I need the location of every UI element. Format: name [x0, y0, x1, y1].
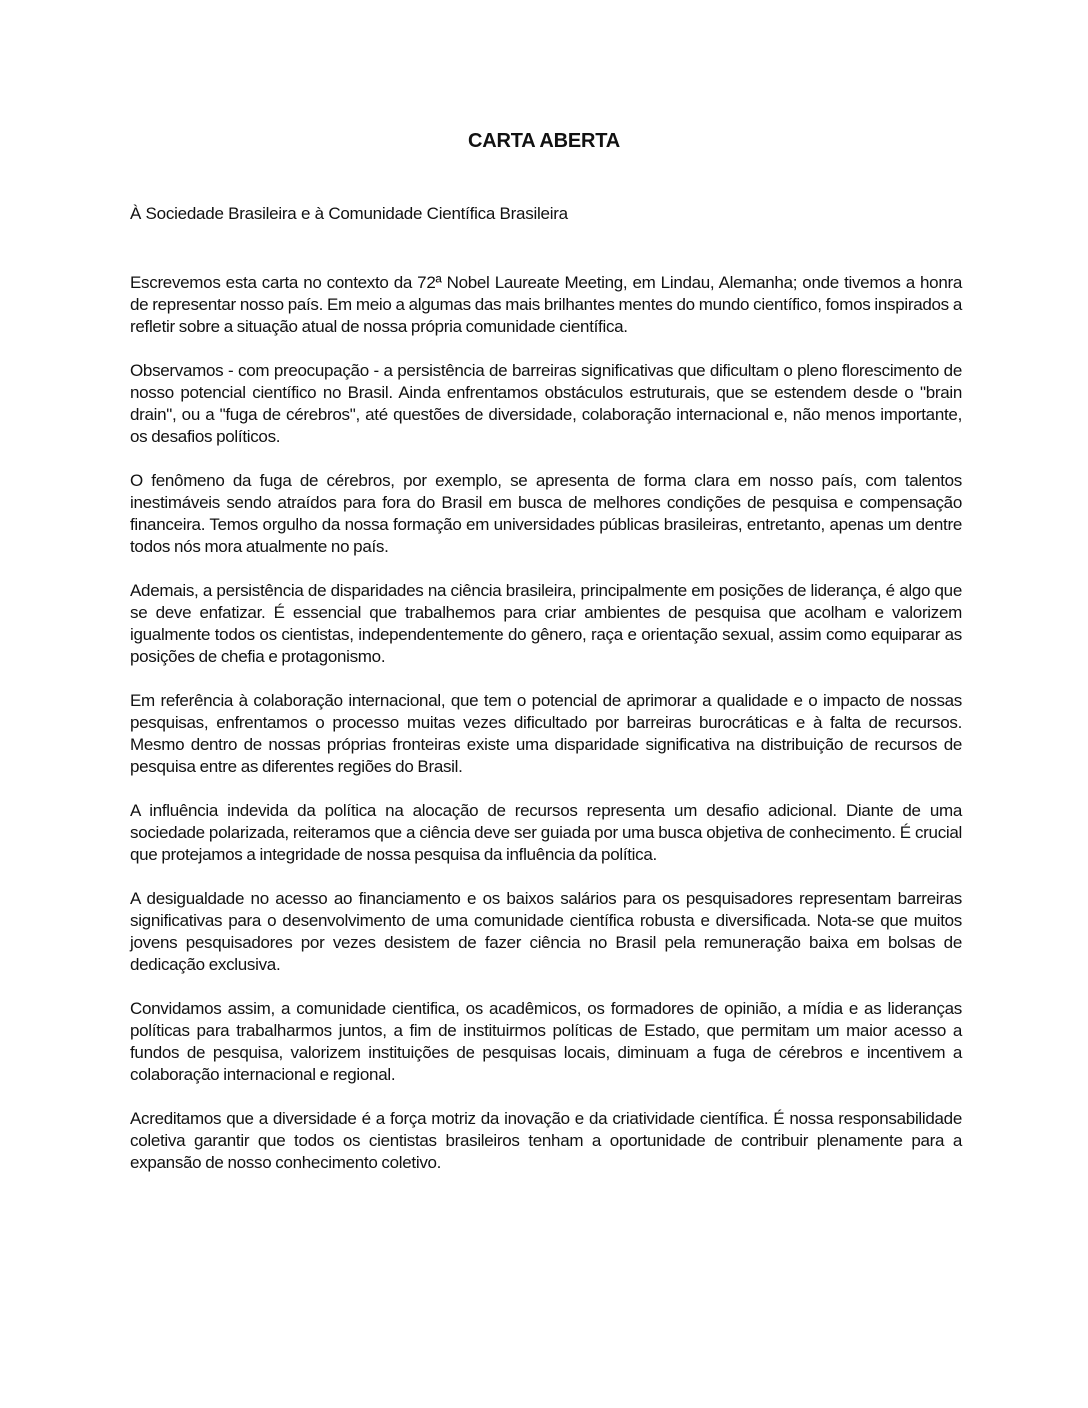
salutation: À Sociedade Brasileira e à Comunidade Científica Brasileira: [130, 204, 568, 223]
letter-body: [130, 272, 962, 1196]
paragraph: A desigualdade no acesso ao financiamento e os baixos salários para os pesquisadores representam barreiras significativas para o desenvolvimento de uma comunidade científica robusta e diversificada. Nota-se que muitos jovens pesquisadores por vezes desistem de fazer ciência no Brasil pela remuneração baixa em bolsas de dedicação exclusiva.: [130, 889, 962, 974]
paragraph: Ademais, a persistência de disparidades na ciência brasileira, principalmente em posições de liderança, é algo que se deve enfatizar. É essencial que trabalhemos para criar ambientes de pesquisa que acolham e valorizem igualmente todos os cientistas, independentemente do gênero, raça e orientação sexual, assim como equiparar as posições de chefia e protagonismo.: [130, 581, 962, 666]
paragraph: Convidamos assim, a comunidade cientifica, os acadêmicos, os formadores de opinião, a mídia e as lideranças políticas para trabalharmos juntos, a fim de instituirmos políticas de Estado, que permitam um maior acesso a fundos de pesquisa, valorizem instituições de pesquisas locais, diminuam a fuga de cérebros e incentivem a colaboração internacional e regional.: [130, 999, 962, 1084]
paragraph: Escrevemos esta carta no contexto da 72ª Nobel Laureate Meeting, em Lindau, Alemanha; onde tivemos a honra de representar nosso país. Em meio a algumas das mais brilhantes mentes do mundo científico, fomos inspirados a refletir sobre a situação atual de nossa própria comunidade científica.: [130, 273, 962, 336]
paragraph: Em referência à colaboração internacional, que tem o potencial de aprimorar a qualidade e o impacto de nossas pesquisas, enfrentamos o processo muitas vezes dificultado por barreiras burocráticas e à falta de recursos. Mesmo dentro de nossas próprias fronteiras existe uma disparidade significativa na distribuição de recursos de pesquisa entre as diferentes regiões do Brasil.: [130, 691, 962, 776]
document-title: CARTA ABERTA: [467, 130, 621, 152]
paragraph: Observamos - com preocupação - a persistência de barreiras significativas que dificultam o pleno florescimento de nosso potencial científico no Brasil. Ainda enfrentamos obstáculos estruturais, que se estendem desde o "brain drain", ou a "fuga de cérebros", até questões de diversidade, colaboração internacional e, não menos importante, os desafios políticos.: [130, 361, 962, 446]
paragraph: A influência indevida da política na alocação de recursos representa um desafio adicional. Diante de uma sociedade polarizada, reiteramos que a ciência deve ser guiada por uma busca objetiva de conhecimento. É crucial que protejamos a integridade de nossa pesquisa da influência da política.: [130, 801, 962, 864]
paragraph: O fenômeno da fuga de cérebros, por exemplo, se apresenta de forma clara em nosso país, com talentos inestimáveis sendo atraídos para fora do Brasil em busca de melhores condições de pesquisa e compensação financeira. Temos orgulho da nossa formação em universidades públicas brasileiras, entretanto, apenas um dentre todos nós mora atualmente no país.: [130, 471, 962, 556]
paragraph: Acreditamos que a diversidade é a força motriz da inovação e da criatividade científica. É nossa responsabilidade coletiva garantir que todos os cientistas brasileiros tenham a oportunidade de contribuir plenamente para a expansão de nosso conhecimento coletivo.: [130, 1109, 962, 1172]
